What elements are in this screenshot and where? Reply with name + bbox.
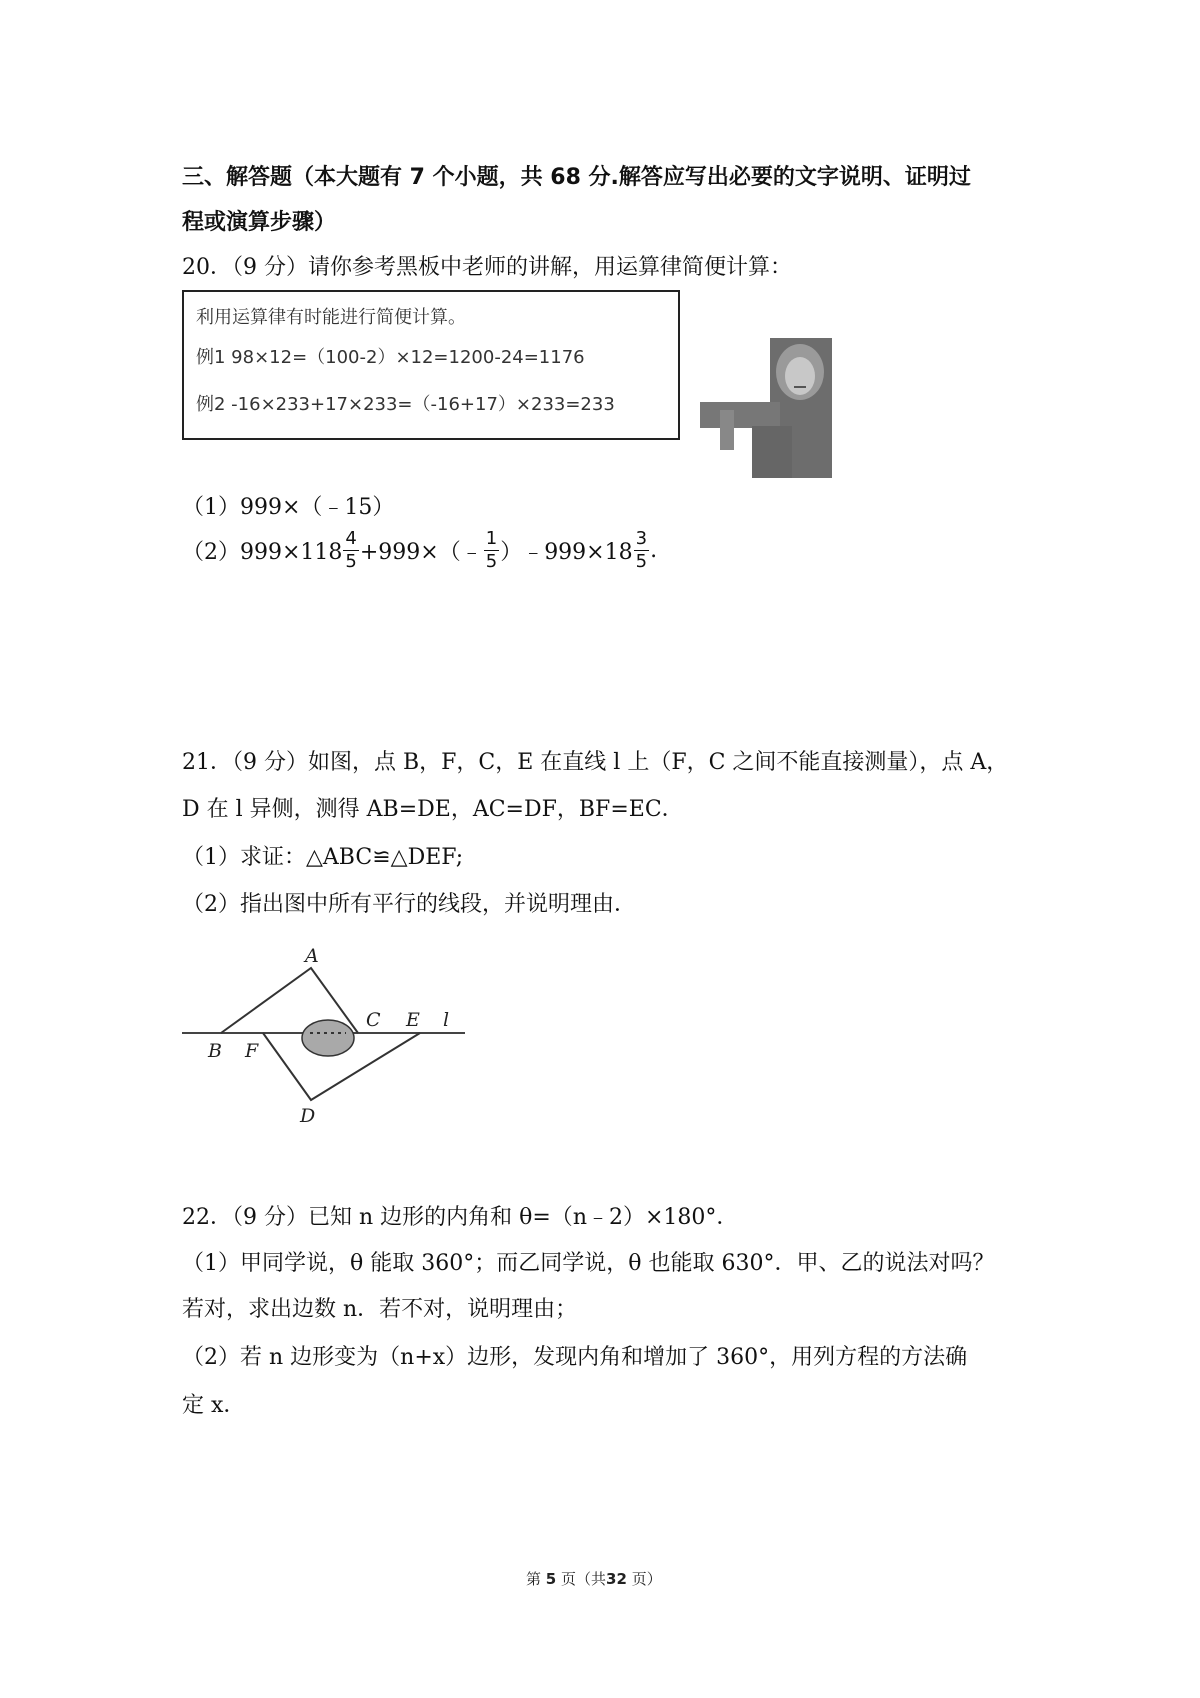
q21-part2: （2）指出图中所有平行的线段，并说明理由． [182,892,636,917]
q22-line5: 定 x． [182,1393,246,1418]
q20-part2-b: +999×（﹣ [359,540,483,565]
footer-mid: 页（共 [561,1570,607,1588]
fraction-numerator: 4 [345,528,357,549]
label-a: A [305,945,319,967]
q20-part2-c: ）﹣999×18 [500,540,633,565]
q20-stem: 20．（9 分）请你参考黑板中老师的讲解，用运算律简便计算： [182,255,792,280]
page-footer [526,1568,662,1589]
fraction-numerator: 1 [485,528,498,549]
q20-part2-d: . [650,538,658,563]
board-line-3: 例2 -16×233+17×233=（-16+17）×233=233 [196,394,615,415]
q20-part2-a: （2）999×118 [182,540,343,565]
label-f: F [245,1040,259,1062]
geometry-figure [180,930,480,1130]
q21-line2: D 在 l 异侧，测得 AB=DE，AC=DF，BF=EC． [182,797,684,822]
q21-line1: 21．（9 分）如图，点 B，F，C，E 在直线 l 上（F，C 之间不能直接测量），点 A， [182,750,1009,775]
board-line-2: 例1 98×12=（100-2）×12=1200-24=1176 [196,347,585,368]
footer-post: 页） [631,1570,662,1588]
q22-line3: 若对，求出边数 n．若不对，说明理由； [182,1297,578,1322]
fraction-4-5 [343,528,358,573]
fraction-denominator: 5 [485,551,498,572]
label-e: E [406,1009,420,1031]
obstacle-ellipse [302,1020,354,1056]
fraction-1-5 [484,528,499,573]
blackboard-box [182,290,680,440]
footer-pre: 第 [526,1570,542,1588]
label-l: l [443,1009,450,1031]
board-line-1: 利用运算律有时能进行简便计算。 [196,307,466,328]
label-b: B [208,1040,222,1062]
section-title-line1: 三、解答题（本大题有 7 个小题，共 68 分.解答应写出必要的文字说明、证明过 [182,165,971,190]
q20-part1: （1）999×（﹣15） [182,495,395,520]
q22-line2: （1）甲同学说，θ 能取 360°；而乙同学说，θ 也能取 630°．甲、乙的说法对吗？ [182,1251,995,1276]
fraction-numerator: 3 [635,528,648,549]
fraction-denominator: 5 [345,551,357,572]
q22-line1: 22．（9 分）已知 n 边形的内角和 θ=（n﹣2）×180°． [182,1205,739,1230]
section-title-line2: 程或演算步骤） [182,210,337,235]
label-c: C [366,1009,381,1031]
q22-line4: （2）若 n 边形变为（n+x）边形，发现内角和增加了 360°，用列方程的方法确 [182,1345,968,1370]
teacher-illustration [700,330,840,480]
q20-part2 [182,528,657,573]
footer-total-pages: 32 [606,1570,627,1588]
q21-part1: （1）求证：△ABC≌△DEF; [182,845,464,870]
fraction-3-5 [634,528,649,573]
fraction-denominator: 5 [635,551,648,572]
label-d: D [300,1105,316,1127]
footer-page-number: 5 [545,1570,557,1588]
